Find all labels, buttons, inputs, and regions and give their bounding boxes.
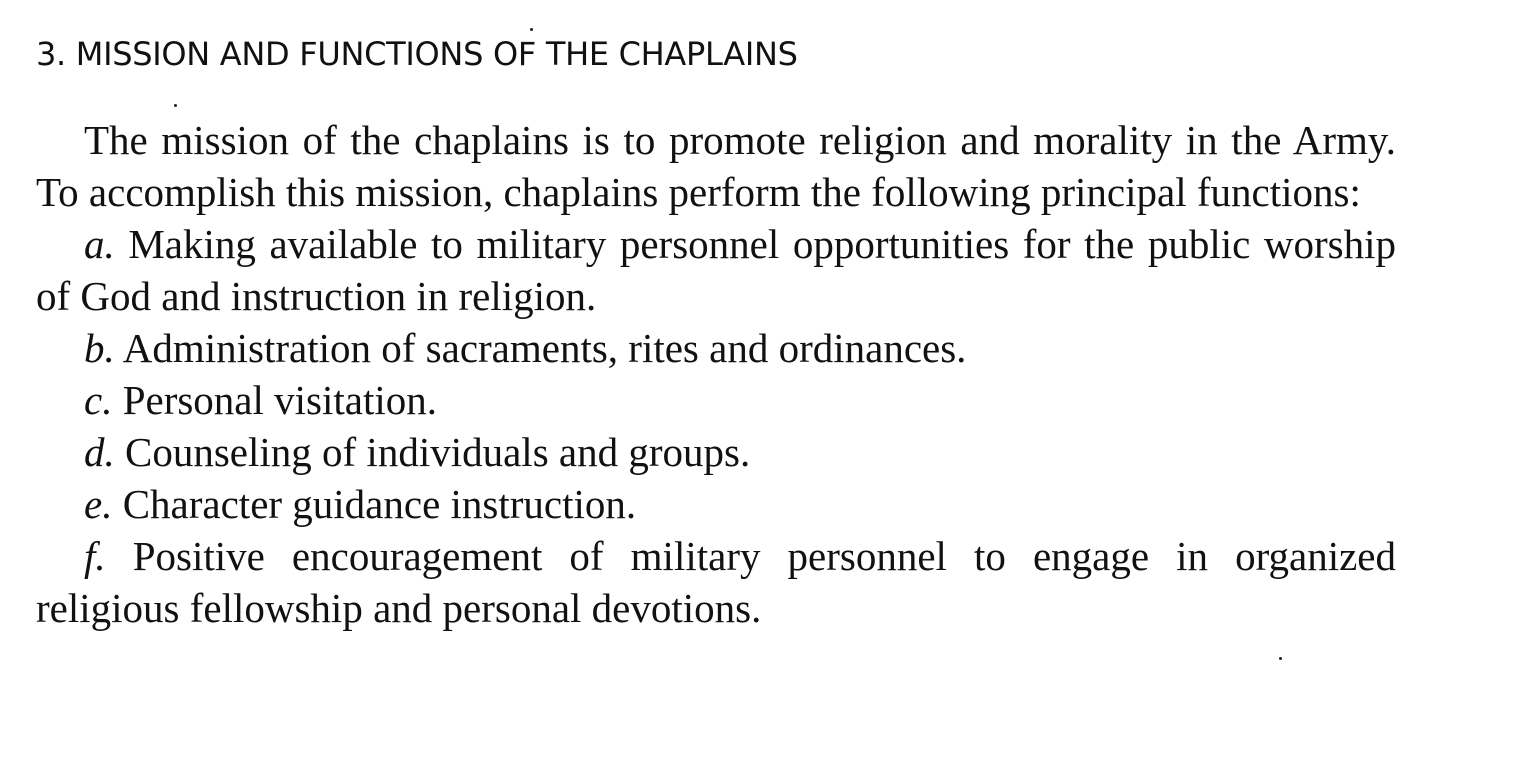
item-letter: d. [84, 429, 115, 475]
item-text: Positive encouragement of military personnel to engage in organized religious fellowship and personal devotions. [36, 533, 1396, 631]
scan-speck [530, 28, 533, 31]
scan-speck [174, 104, 177, 107]
item-text: Character guidance instruction. [122, 481, 637, 527]
item-letter: f. [84, 533, 106, 579]
function-item-e [36, 478, 1396, 530]
function-item-b [36, 322, 1396, 374]
item-text: Counseling of individuals and groups. [125, 429, 751, 475]
intro-paragraph: The mission of the chaplains is to promote religion and morality in the Army. To accomplish this mission, chaplains perform the following principal functions: [36, 117, 1396, 215]
section-body [36, 114, 1396, 634]
function-item-c [36, 374, 1396, 426]
function-item-f [36, 530, 1396, 634]
function-item-a [36, 218, 1396, 322]
function-item-d [36, 426, 1396, 478]
item-letter: a. [84, 221, 115, 267]
scan-speck [1279, 657, 1282, 660]
item-letter: b. [84, 325, 115, 371]
item-letter: e. [84, 481, 113, 527]
section-heading: 3. MISSION AND FUNCTIONS OF THE CHAPLAINS [36, 35, 798, 73]
item-text: Administration of sacraments, rites and ordinances. [122, 325, 967, 371]
item-letter: c. [84, 377, 113, 423]
item-text: Personal visitation. [122, 377, 438, 423]
item-text: Making available to military personnel opportunities for the public worship of God and instruction in religion. [36, 221, 1396, 319]
